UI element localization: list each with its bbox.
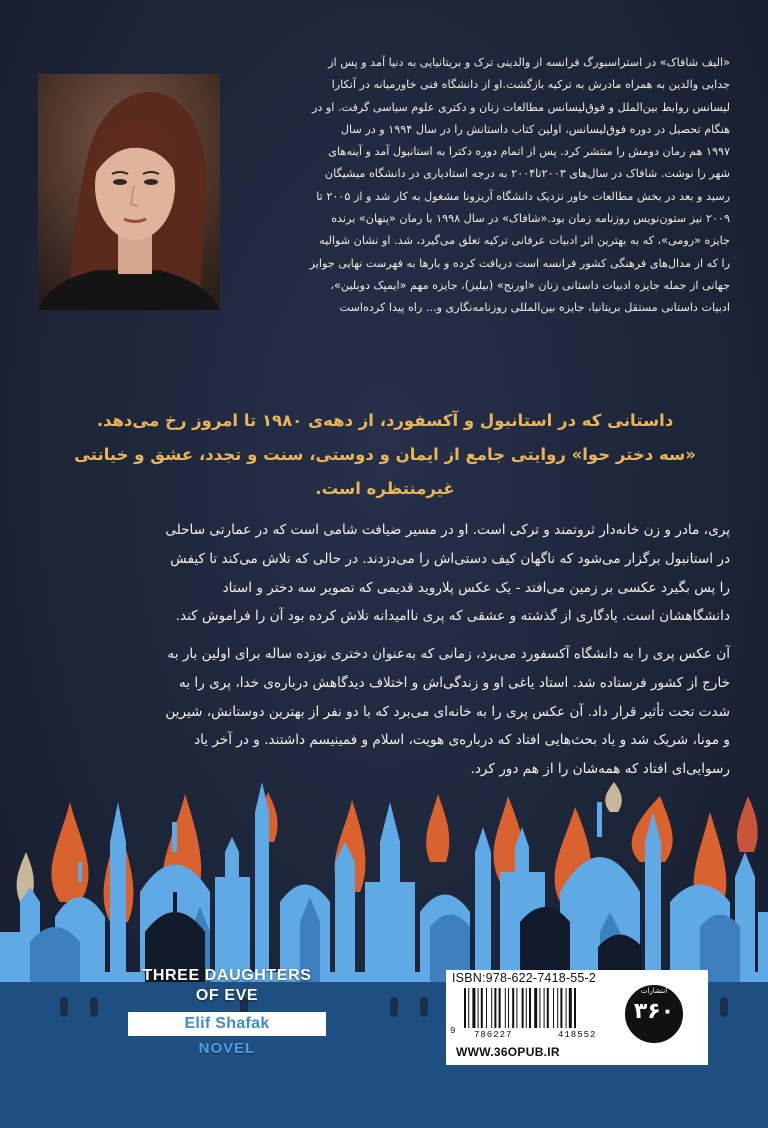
author-photo bbox=[38, 74, 220, 310]
publisher-logo bbox=[622, 982, 686, 1046]
barcode-digits-left: 786227 bbox=[474, 1030, 513, 1040]
isbn-text: ISBN:978-622-7418-55-2 bbox=[452, 971, 597, 985]
author-name-box bbox=[128, 1012, 326, 1036]
synopsis-line: خارج از کشور فرستاده شد. استاد یاغی او و زندگی‌اش و اختلاف دیدگاهش درباره‌ی خدا، پری را به bbox=[179, 674, 730, 691]
synopsis-line: دانشگاهشان است. یادگاری از گذشته و عشقی که پری ناامیدانه تلاش کرده بود آن را فراموش کند. bbox=[175, 608, 730, 625]
synopsis-line: آن عکس پری را به دانشگاه آکسفورد می‌برد، زمانی که به‌عنوان دختری نوزده ساله برای اولین بار به bbox=[167, 646, 730, 662]
tagline-line: داستانی که در استانبول و آکسفورد، از دهه‌ی ۱۹۸۰ تا امروز رخ می‌دهد. bbox=[96, 411, 674, 430]
bio-line: جدایی والدین به همراه مادرش به ترکیه بازگشت.او از دانشگاه فنی خاورمیانه در آنکارا bbox=[331, 78, 730, 92]
synopsis-paragraph-2 bbox=[40, 640, 730, 784]
barcode-digit-lead: 9 bbox=[450, 1026, 456, 1036]
publisher-logo-number: ۳۶۰ bbox=[633, 999, 675, 1024]
synopsis-line: پری، مادر و زن خانه‌دار ثروتمند و ترکی است. او در مسیر ضیافت شامی است که در عمارتی ساحلی bbox=[165, 522, 730, 538]
bio-line: ۲۰۰۹ نیز ستون‌نویس روزنامه زمان بود.«شافاک» در سال ۱۹۹۸ با رمان «پنهان» برنده bbox=[331, 212, 730, 226]
bio-line: رسید و بعد در بخش مطالعات خاور نزدیک دانشگاه آریزونا مشغول به کار شد و از ۲۰۰۵ تا bbox=[316, 189, 730, 203]
bio-line: شهر را نوشت. شافاک در سال‌های ۲۰۰۳تا۲۰۰۴ به درجه استادیاری در دانشگاه میشیگان bbox=[324, 167, 730, 181]
tagline-line: غیرمنتظره است. bbox=[315, 479, 455, 498]
bio-line: جهانی از جمله جایزه ادبیات داستانی زنان «اورنج» (بیلیز)، جایزه مهم «ایمپک دوبلین»، bbox=[330, 278, 730, 292]
english-title-block bbox=[118, 966, 336, 1058]
synopsis-line: را پس بگیرد عکسی بر زمین می‌افتد - یک عکس پلاروید قدیمی که تصویر سه دختر و استاد bbox=[222, 579, 730, 596]
bio-line: ۱۹۹۷ هم رمان دومش را منتشر کرد. پس از اتمام دوره دکترا به استانبول آمد و آینه‌های bbox=[328, 145, 730, 159]
bio-line: «الیف شافاک» در استراسبورگ فرانسه از والدینی ترک و بریتانیایی به دنیا آمد و پس از bbox=[328, 56, 730, 69]
bio-line: جایزه «رومی»، که به بهترین اثر ادبیات عرفانی ترکیه تعلق می‌گیرد، شد. او نشان شوالیه bbox=[319, 234, 730, 248]
genre-label: NOVEL bbox=[198, 1040, 256, 1057]
bio-line: را که از مدال‌های فرهنگی کشور فرانسه است دریافت کرده و بارها به فهرست نهایی جوایز bbox=[309, 256, 730, 270]
barcode bbox=[464, 988, 614, 1028]
english-title-line-1: THREE DAUGHTERS bbox=[142, 967, 312, 984]
english-title-line-2: OF EVE bbox=[195, 987, 259, 1004]
synopsis-line: شدت تحت تأثیر قرار داد. آن عکس پری را به خانه‌ای می‌برد که با دو نفر از بهترین دوستانش، شیرین bbox=[165, 703, 730, 720]
synopsis-line: در استانبول برگزار می‌شود که ناگهان کیف دستی‌اش را می‌دزدند. در حالی که تلاش می‌کند تا کیفش bbox=[170, 550, 730, 567]
city-skyline-illustration bbox=[0, 782, 768, 1128]
synopsis-line: رسوایی‌ای افتاد که همه‌شان را از هم دور کرد. bbox=[470, 761, 730, 778]
synopsis-line: و مونا، شریک شد و یاد بحث‌هایی افتاد که درباره‌ی هویت، اسلام و فمینیسم داشتند. و در آخر یاد bbox=[194, 732, 730, 749]
synopsis-paragraph-1 bbox=[40, 516, 730, 631]
author-name: Elif Shafak bbox=[184, 1015, 270, 1032]
tagline bbox=[40, 404, 730, 506]
bio-line: لیسانس روابط بین‌الملل و فوق‌لیسانس مطالعات زنان و دکتری علوم سیاسی گرفت. او در bbox=[311, 100, 730, 114]
publisher-logo-word: انتشارات bbox=[640, 987, 668, 995]
barcode-digits-right: 418552 bbox=[558, 1030, 597, 1040]
bio-line: هنگام تحصیل در دوره فوق‌لیسانس، اولین کتاب داستانش را در سال ۱۹۹۴ و در سال bbox=[340, 122, 730, 136]
author-biography bbox=[234, 52, 730, 320]
publisher-url: WWW.36OPUB.IR bbox=[456, 1045, 560, 1059]
bio-line: ادبیات داستانی مستقل بریتانیا، جایزه بین‌المللی روزنامه‌نگاری و... راه پیدا کرده‌است bbox=[339, 301, 730, 315]
tagline-line: «سه دختر حوا» روایتی جامع از ایمان و دوستی، سنت و تجدد، عشق و خیانتی bbox=[74, 445, 696, 464]
